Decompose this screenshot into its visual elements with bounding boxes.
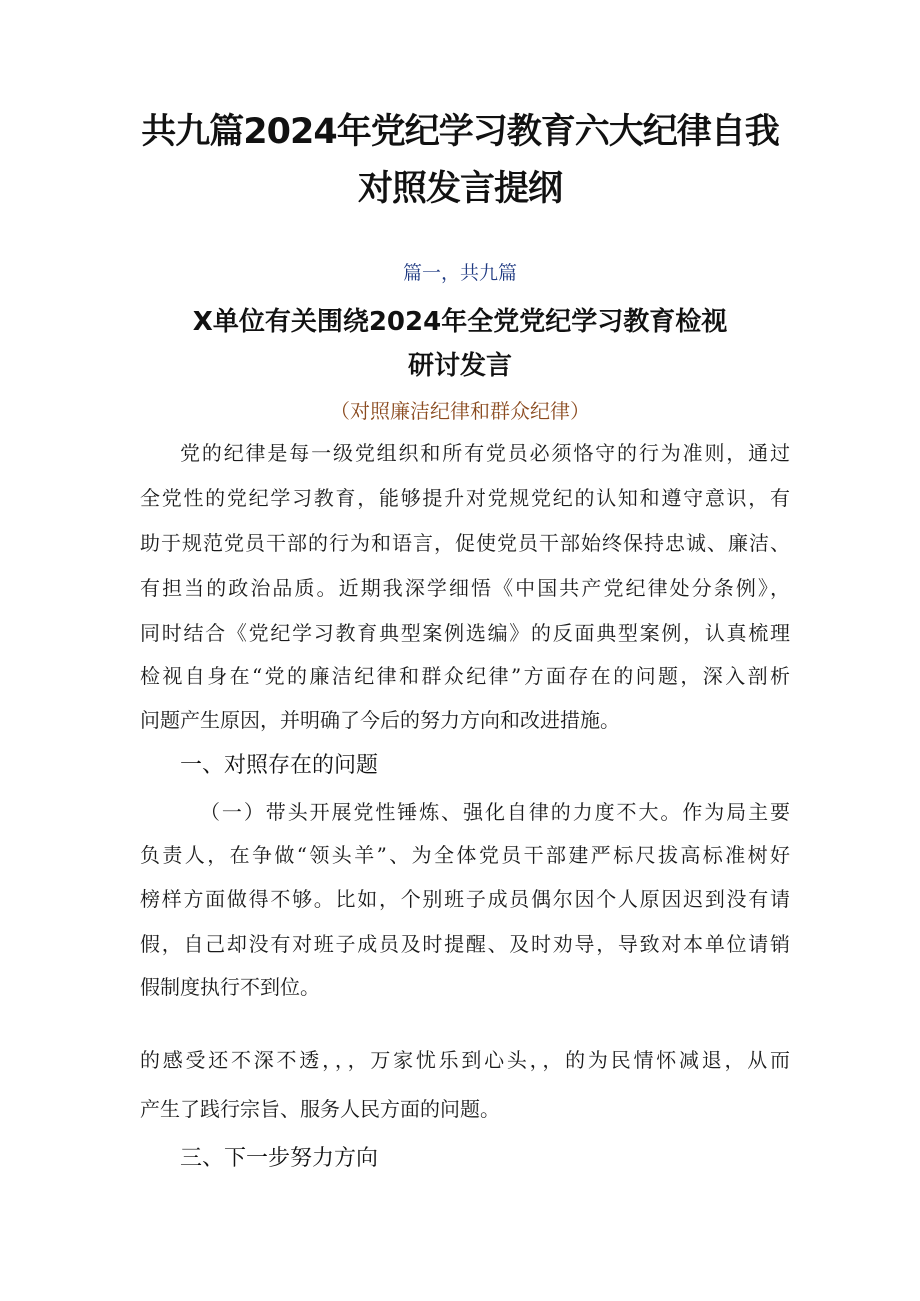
fragment-line-1: 的感受还不深不透，，，万家忧乐到心头，，的为民情怀减退，从而 — [140, 1048, 790, 1072]
intro-line-6: 检视自身在“党的廉洁纪律和群众纪律”方面存在的问题，深入剖析 — [140, 664, 790, 688]
item-1-line-3: 榜样方面做得不够。比如，个别班子成员偶尔因个人原因迟到没有请 — [140, 887, 790, 911]
intro-line-4: 有担当的政治品质。近期我深学细悟《中国共产党纪律处分条例》， — [140, 576, 790, 600]
heading-next-steps: 三、下一步努力方向 — [180, 1146, 379, 1171]
heading-problems: 一、对照存在的问题 — [180, 753, 379, 778]
subtitle-line-1: X单位有关围绕2024年全党党纪学习教育检视 — [192, 307, 728, 337]
subtitle-line-2: 研讨发言 — [407, 351, 512, 381]
item-1-line-1: （一）带头开展党性锤炼、强化自律的力度不大。作为局主要 — [200, 800, 790, 824]
document-title-line-1: 共九篇2024年党纪学习教育六大纪律自我 — [141, 112, 779, 152]
fragment-line-2: 产生了践行宗旨、服务人民方面的问题。 — [140, 1097, 500, 1121]
intro-line-7: 问题产生原因，并明确了今后的努力方向和改进措施。 — [140, 708, 620, 732]
subtitle-note: （对照廉洁纪律和群众纪律） — [330, 399, 590, 423]
item-1-line-2: 负责人，在争做“领头羊”、为全体党员干部建严标尺拔高标准树好 — [140, 843, 790, 867]
item-1-line-5: 假制度执行不到位。 — [140, 975, 320, 999]
document-title-line-2: 对照发言提纲 — [357, 169, 562, 209]
section-label: 篇一，共九篇 — [402, 262, 517, 284]
intro-line-1: 党的纪律是每一级党组织和所有党员必须恪守的行为准则，通过 — [180, 441, 790, 465]
intro-line-2: 全党性的党纪学习教育，能够提升对党规党纪的认知和遵守意识，有 — [140, 486, 790, 510]
item-1-line-4: 假，自己却没有对班子成员及时提醒、及时劝导，导致对本单位请销 — [140, 932, 790, 956]
intro-line-5: 同时结合《党纪学习教育典型案例选编》的反面典型案例，认真梳理 — [140, 621, 790, 645]
intro-line-3: 助于规范党员干部的行为和语言，促使党员干部始终保持忠诚、廉洁、 — [140, 531, 790, 555]
